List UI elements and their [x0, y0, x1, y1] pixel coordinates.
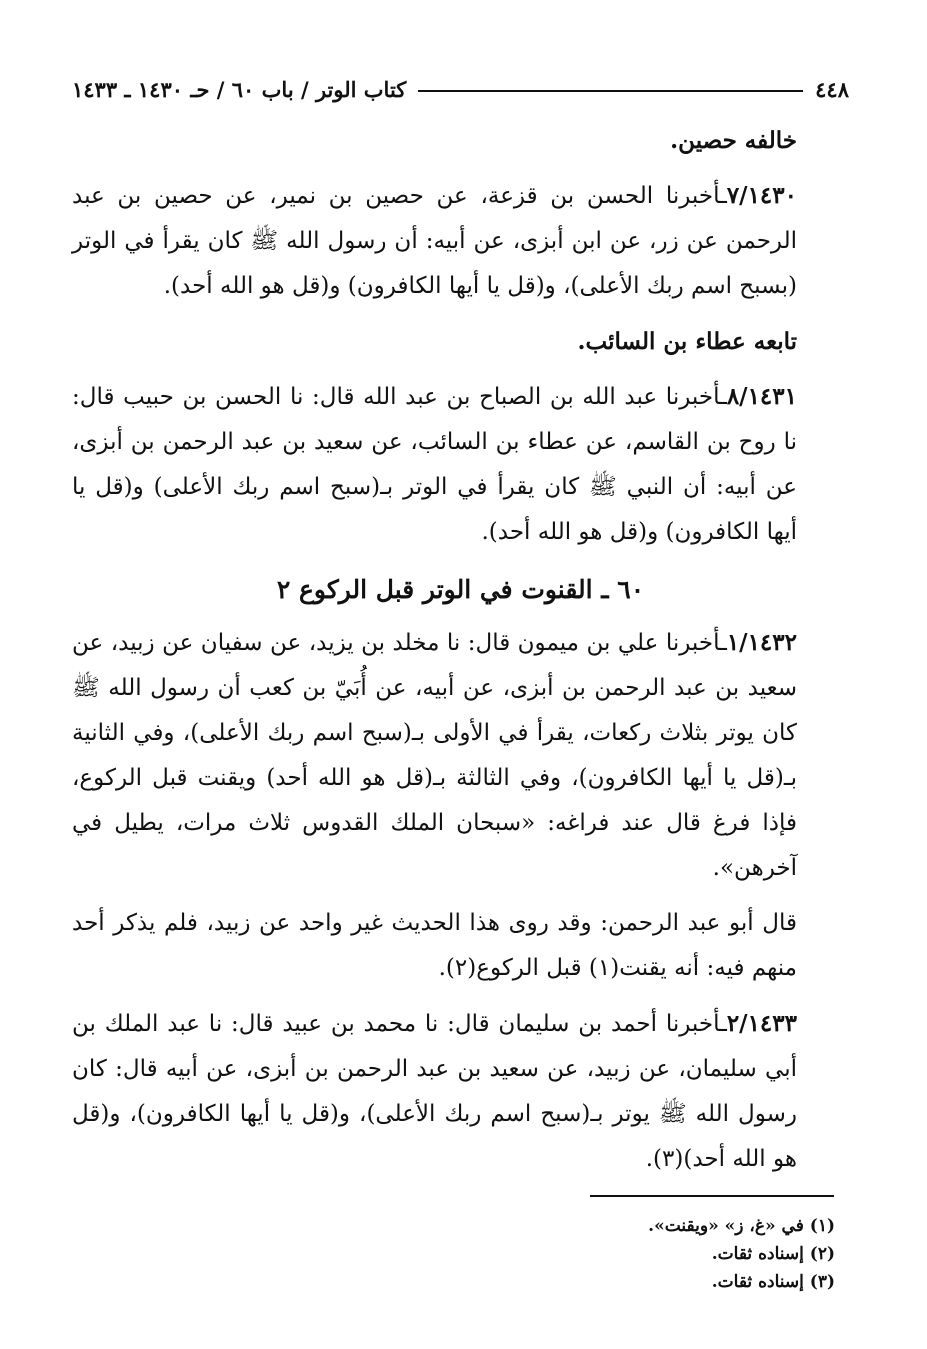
hadith-1433: [72, 1001, 849, 1182]
commentary-paragraph: قال أبو عبد الرحمن: وقد روى هذا الحديث غير واحد عن زبيد، فلم يذكر أحد منهم فيه: أنه يقنت(١) قبل الركوع(٢).: [72, 910, 797, 981]
running-title: كتاب الوتر / باب ٦٠ / حـ ١٤٣٠ ـ ١٤٣٣: [72, 76, 407, 102]
hadith-1432: [72, 620, 849, 891]
hadith-text: ـأخبرنا أحمد بن سليمان قال: نا محمد بن عبيد قال: نا عبد الملك بن أبي سليمان، عن زبيد، عن سعيد بن عبد الرحمن بن أبزى، عن أبيه قال: كان رسول الله ﷺ يوتر بـ(سبح اسم ربك الأعلى)، و(قل يا أيها الكافرون)، و(قل هو الله أحد)(٣).: [72, 1011, 797, 1172]
footnote-3: (٣) إسناده ثقات.: [711, 1272, 835, 1292]
hadith-text: ـأخبرنا الحسن بن قزعة، عن حصين بن نمير، عن حصين بن عبد الرحمن عن زر، عن ابن أبزى، عن أبيه: أن رسول الله ﷺ كان يقرأ في الوتر (بسبح اسم ربك الأعلى)، و(قل يا أيها الكافرون) و(قل هو الله أحد).: [72, 183, 797, 299]
main-text: [72, 118, 849, 1182]
hadith-1431: [72, 374, 849, 555]
footnotes: [300, 1212, 835, 1296]
header-rule: [418, 90, 803, 92]
paragraph-khalafahu: خالفه حصين.: [670, 127, 797, 154]
hadith-number: ٧/١٤٣٠: [726, 182, 797, 209]
footnote-divider: [590, 1195, 834, 1197]
footnote-2: (٢) إسناده ثقات.: [711, 1244, 835, 1264]
hadith-text: ـأخبرنا عبد الله بن الصباح بن عبد الله قال: نا الحسن بن حبيب قال: نا روح بن القاسم، عن عطاء بن السائب، عن سعيد بن عبد الرحمن بن أبزى، عن أبيه: أن النبي ﷺ كان يقرأ في الوتر بـ(سبح اسم ربك الأعلى) و(قل يا أيها الكافرون) و(قل هو الله أحد).: [72, 384, 797, 545]
paragraph-tabaahu: تابعه عطاء بن السائب.: [577, 328, 797, 355]
page-header: [72, 72, 849, 106]
section-title: ٦٠ ـ القنوت في الوتر قبل الركوع ٢: [276, 575, 645, 604]
hadith-number: ٨/١٤٣١: [726, 383, 797, 410]
hadith-number: ١/١٤٣٢: [726, 629, 797, 656]
page-number: ٤٤٨: [815, 76, 849, 102]
hadith-text: ـأخبرنا علي بن ميمون قال: نا مخلد بن يزيد، عن سفيان عن زبيد، عن سعيد بن عبد الرحمن بن أبزى، عن أبيه، عن أُبَيّ بن كعب أن رسول الله ﷺ كان يوتر بثلاث ركعات، يقرأ في الأولى بـ(سبح اسم ربك الأعلى)، وفي الثانية بـ(قل يا أيها الكافرون)، وفي الثالثة بـ(قل هو الله أحد) ويقنت قبل الركوع، فإذا فرغ قال عند فراغه: «سبحان الملك القدوس ثلاث مرات، يطيل في آخرهن».: [72, 630, 797, 881]
hadith-number: ٢/١٤٣٣: [726, 1010, 797, 1037]
hadith-1430: [72, 173, 849, 309]
footnote-1: (١) في «غ، ز» «ويقنت».: [648, 1216, 835, 1236]
